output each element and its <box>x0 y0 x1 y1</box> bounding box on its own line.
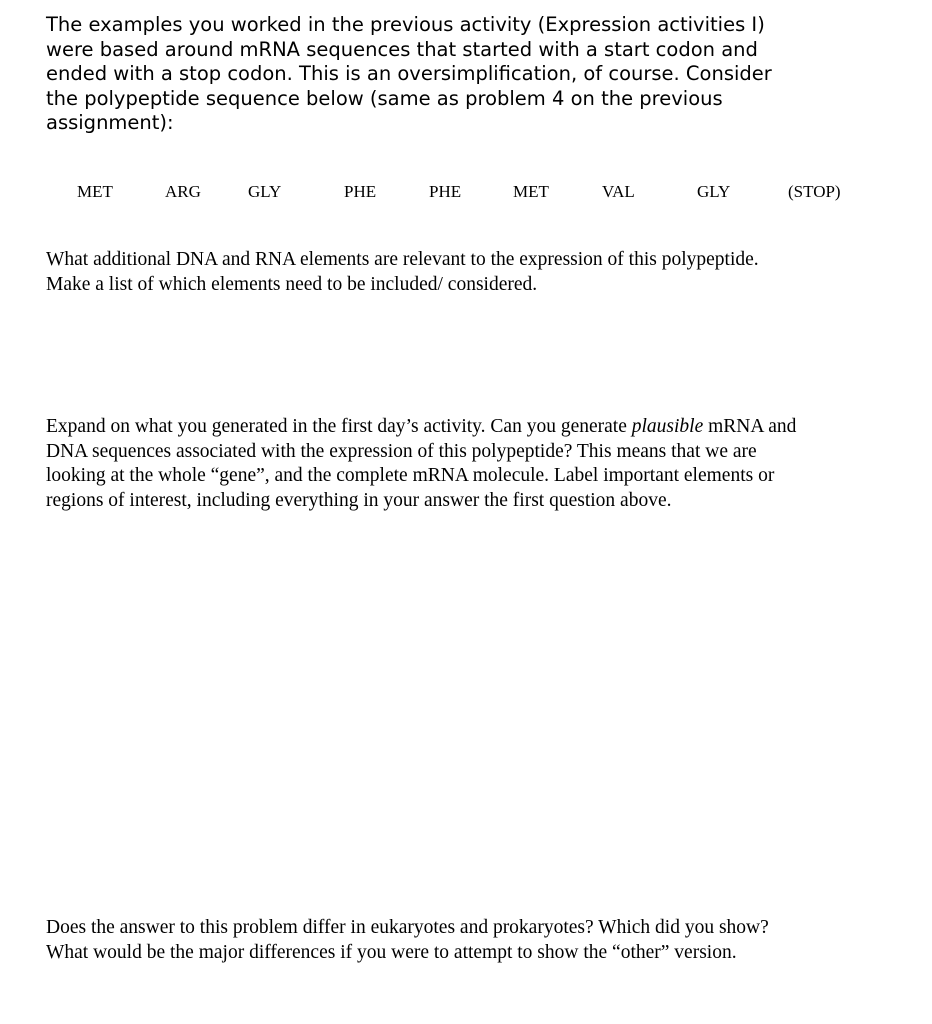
question-3-line: Does the answer to this problem differ in eukaryotes and prokaryotes? Which did you show? <box>46 917 769 938</box>
amino-acid: PHE <box>429 182 462 201</box>
amino-acid: PHE <box>344 182 377 201</box>
amino-acid: GLY <box>248 182 282 201</box>
polypeptide-sequence <box>0 182 932 206</box>
intro-line: assignment): <box>46 111 174 134</box>
intro-line: the polypeptide sequence below (same as problem 4 on the previous <box>46 86 723 110</box>
emphasis-plausible: plausible <box>631 416 704 437</box>
question-2-line: mRNA and <box>703 416 797 437</box>
amino-acid: MET <box>513 182 549 201</box>
amino-acid: ARG <box>165 182 201 201</box>
intro-paragraph <box>46 13 846 136</box>
question-3 <box>46 916 866 965</box>
intro-line: were based around mRNA sequences that started with a start codon and <box>46 37 758 61</box>
amino-acid: GLY <box>697 182 731 201</box>
question-1-line: Make a list of which elements need to be included/ considered. <box>46 273 538 295</box>
question-2-line: Expand on what you generated in the first day’s activity. Can you generate <box>46 416 632 437</box>
question-2-line: regions of interest, including everything in your answer the first question above. <box>46 489 672 511</box>
intro-line: ended with a stop codon. This is an oversimplification, of course. Consider <box>46 62 772 85</box>
stop-codon: (STOP) <box>788 182 841 201</box>
question-2 <box>46 415 866 513</box>
question-2-line: looking at the whole “gene”, and the complete mRNA molecule. Label important elements or <box>46 465 775 486</box>
question-3-line: What would be the major differences if you were to attempt to show the “other” version. <box>46 941 737 963</box>
question-1-line: What additional DNA and RNA elements are relevant to the expression of this polypeptide. <box>46 249 759 270</box>
amino-acid: MET <box>77 182 113 201</box>
question-1 <box>46 248 866 297</box>
question-2-line: DNA sequences associated with the expression of this polypeptide? This means that we are <box>46 440 757 462</box>
intro-line: The examples you worked in the previous activity (Expression activities I) <box>46 13 765 36</box>
amino-acid: VAL <box>602 182 635 201</box>
